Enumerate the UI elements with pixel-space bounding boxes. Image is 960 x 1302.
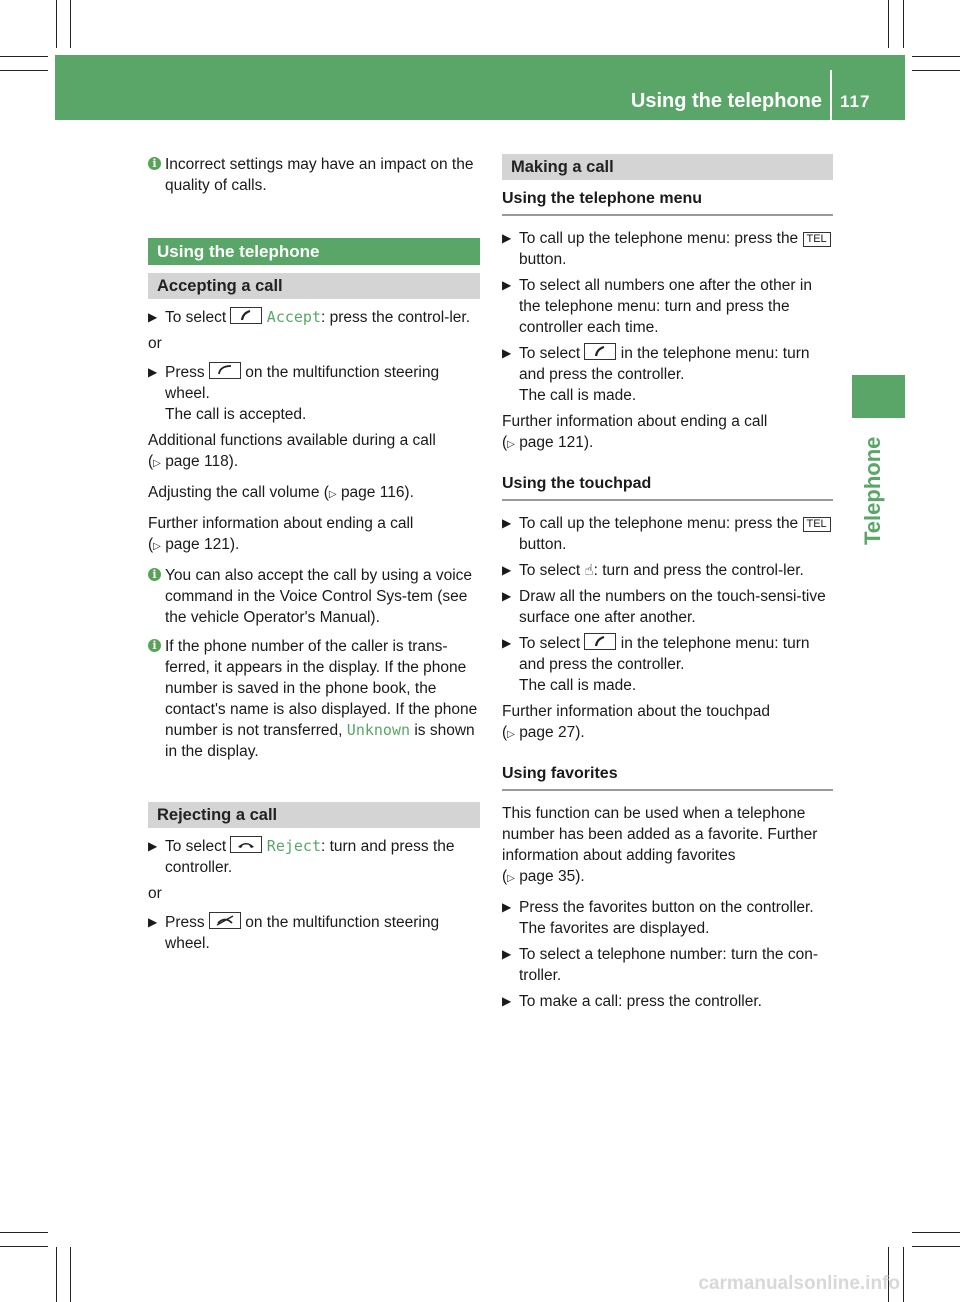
chapter-tab-label: Telephone: [860, 436, 885, 545]
phone-handset-icon: [209, 362, 241, 379]
instruction-step: [148, 362, 480, 425]
page-ref: page 27).: [519, 724, 585, 741]
instruction-step: [502, 560, 833, 581]
step-text: To select: [165, 838, 227, 855]
cross-ref-arrow-icon: ▷: [507, 729, 515, 740]
header-separator: [830, 70, 832, 120]
step-result: The favorites are displayed.: [519, 920, 710, 937]
step-text: To call up the telephone menu: press the: [519, 230, 799, 247]
step-arrow-icon: ▶: [502, 516, 512, 530]
crop-mark: [0, 1246, 48, 1247]
step-arrow-icon: ▶: [502, 563, 512, 577]
step-arrow-icon: ▶: [502, 278, 512, 292]
crop-mark: [912, 1246, 960, 1247]
instruction-step: [148, 307, 480, 328]
page-ref: page 121).: [519, 434, 594, 451]
info-icon: i: [148, 157, 161, 170]
step-text: in the telephone menu: turn and press the controller.: [519, 345, 810, 383]
instruction-step: [502, 944, 833, 986]
cross-ref-arrow-icon: ▷: [153, 458, 161, 469]
crop-mark: [0, 70, 48, 71]
crop-mark: [912, 70, 960, 71]
cross-ref-arrow-icon: ▷: [153, 541, 161, 552]
or-text: or: [148, 885, 162, 902]
paragraph-text: This function can be used when a telephone number has been added as a favorite. Further information about adding favorites: [502, 805, 818, 864]
touch-hand-icon: ☝: [584, 562, 594, 579]
step-text: To call up the telephone menu: press the: [519, 515, 799, 532]
sub-heading: Using favorites: [502, 763, 833, 791]
left-column: [148, 154, 480, 959]
step-arrow-icon: ▶: [502, 346, 512, 360]
step-arrow-icon: ▶: [502, 589, 512, 603]
step-arrow-icon: ▶: [502, 947, 512, 961]
crop-mark: [912, 1232, 960, 1233]
paragraph-text: Adjusting the call volume (: [148, 484, 329, 501]
step-text: To select: [519, 562, 581, 579]
step-text: Draw all the numbers on the touch-sensi-tive surface one after another.: [519, 588, 826, 626]
paragraph: This function can be used when a telephone number has been added as a favorite. Further information about adding favorites (▷ page 35).: [502, 805, 818, 885]
info-icon: i: [148, 568, 161, 581]
step-text: To make a call: press the controller.: [519, 993, 762, 1010]
instruction-step: [502, 275, 833, 338]
cross-ref-arrow-icon: ▷: [507, 873, 515, 884]
end-call-icon: [209, 912, 241, 929]
paragraph-text: Further information about the touchpad: [502, 703, 770, 720]
cross-ref-arrow-icon: ▷: [328, 489, 337, 500]
paragraph: Additional functions available during a call (▷ page 118).: [148, 432, 436, 470]
note-text: If the phone number of the caller is trans-ferred, it appears in the display. If the phone number is saved in the phone book, the contact's name is also displayed. If the phone number is not transferred,: [165, 638, 478, 739]
step-result: The call is made.: [519, 677, 637, 694]
step-text: To select: [165, 309, 227, 326]
step-arrow-icon: ▶: [502, 900, 512, 914]
chapter-tab-marker: [852, 375, 905, 418]
paragraph: [148, 482, 480, 505]
crop-mark: [903, 1247, 904, 1302]
paragraph: Further information about ending a call (▷ page 121).: [148, 515, 414, 553]
sub-heading: Using the telephone menu: [502, 188, 833, 216]
instruction-step: [502, 633, 833, 696]
step-text: on the multifunction steering wheel.: [165, 364, 440, 402]
instruction-step: [502, 897, 833, 939]
subsection-heading: Making a call: [502, 154, 833, 180]
step-text: : turn and press the control-ler.: [593, 562, 804, 579]
step-arrow-icon: ▶: [502, 636, 512, 650]
instruction-step: [502, 513, 833, 555]
step-text: button.: [519, 251, 567, 268]
step-text: To select all numbers one after the other in the telephone menu: turn and press the controller each time.: [519, 277, 812, 336]
instruction-step: [502, 228, 833, 270]
crop-mark: [56, 0, 57, 48]
subsection-heading: Accepting a call: [148, 273, 480, 299]
step-text: on the multifunction steering wheel.: [165, 914, 440, 952]
crop-mark: [0, 1232, 48, 1233]
step-text: To select a telephone number: turn the con-troller.: [519, 946, 818, 984]
watermark: carmanualsonline.info: [698, 1273, 900, 1294]
step-arrow-icon: ▶: [148, 839, 158, 853]
page-ref: page 35).: [519, 868, 585, 885]
reject-call-icon: [230, 836, 262, 853]
accept-call-icon: [584, 343, 616, 360]
instruction-step: [148, 836, 480, 878]
menu-item-reject: Reject: [266, 837, 321, 855]
crop-mark: [888, 0, 889, 48]
step-text: : press the control-ler.: [320, 309, 471, 326]
paragraph-text: Further information about ending a call: [148, 515, 414, 532]
step-arrow-icon: ▶: [148, 365, 158, 379]
step-arrow-icon: ▶: [148, 310, 158, 324]
instruction-step: [502, 991, 833, 1012]
note-text: Incorrect settings may have an impact on the quality of calls.: [165, 156, 474, 194]
section-heading: Using the telephone: [148, 238, 480, 265]
note-text: You can also accept the call by using a voice command in the Voice Control Sys-tem (see the vehicle Operator's Manual).: [165, 567, 473, 626]
info-icon: i: [148, 639, 161, 652]
or-text: or: [148, 335, 162, 352]
step-text: Press: [165, 364, 205, 381]
step-result: The call is made.: [519, 387, 637, 404]
right-column: [502, 154, 833, 1017]
paragraph: Further information about the touchpad (▷ page 27).: [502, 703, 770, 741]
page-ref: page 121).: [165, 536, 240, 553]
instruction-step: [502, 586, 833, 628]
step-text: : turn and press the controller.: [165, 838, 455, 876]
info-note: [148, 154, 480, 196]
page-header-title: Using the telephone: [630, 90, 822, 112]
accept-call-icon: [584, 633, 616, 650]
tel-key-icon: TEL: [803, 517, 831, 532]
info-note: [148, 636, 480, 762]
step-arrow-icon: ▶: [148, 915, 158, 929]
page-ref: page 116).: [340, 484, 414, 501]
step-arrow-icon: ▶: [502, 231, 512, 245]
step-text: To select: [519, 345, 581, 362]
display-text-unknown: Unknown: [346, 721, 411, 739]
page-ref: page 118).: [165, 453, 239, 470]
page-number: 117: [840, 92, 871, 111]
step-text: button.: [519, 536, 567, 553]
step-text: in the telephone menu: turn and press the controller.: [519, 635, 810, 673]
paragraph-text: Further information about ending a call: [502, 413, 768, 430]
step-text: Press the favorites button on the controller.: [519, 899, 814, 916]
paragraph-text: Additional functions available during a call: [148, 432, 436, 449]
sub-heading: Using the touchpad: [502, 473, 833, 501]
step-arrow-icon: ▶: [502, 994, 512, 1008]
instruction-step: [502, 343, 833, 406]
crop-mark: [912, 56, 960, 57]
step-text: Press: [165, 914, 205, 931]
crop-mark: [70, 0, 71, 48]
instruction-step: [148, 912, 480, 954]
step-text: To select: [519, 635, 581, 652]
note-text: is shown in the display.: [165, 722, 475, 760]
subsection-heading: Rejecting a call: [148, 802, 480, 828]
cross-ref-arrow-icon: ▷: [507, 439, 515, 450]
menu-item-accept: Accept: [266, 308, 321, 326]
step-result: The call is accepted.: [165, 406, 307, 423]
tel-key-icon: TEL: [803, 232, 831, 247]
info-note: [148, 565, 480, 628]
crop-mark: [0, 56, 48, 57]
crop-mark: [903, 0, 904, 48]
accept-call-icon: [230, 307, 262, 324]
paragraph: Further information about ending a call (▷ page 121).: [502, 413, 768, 451]
